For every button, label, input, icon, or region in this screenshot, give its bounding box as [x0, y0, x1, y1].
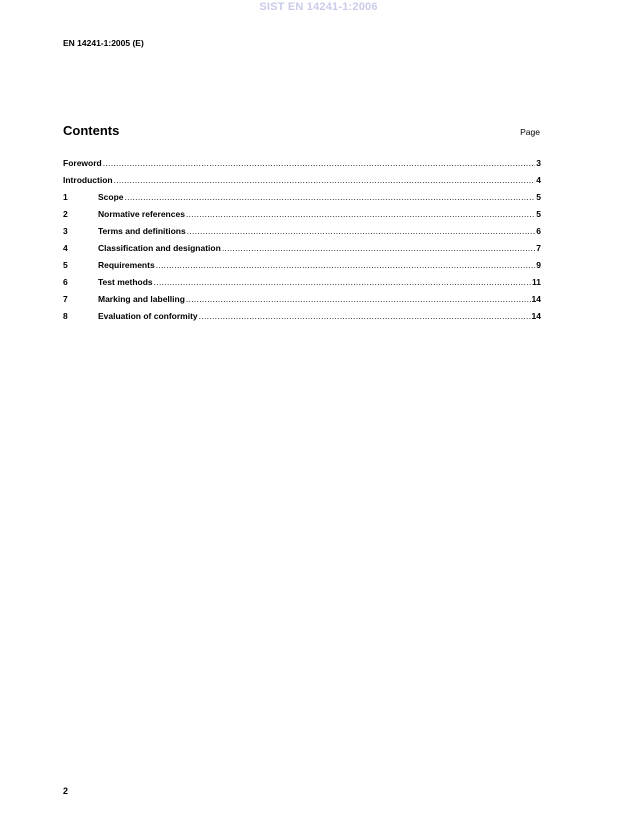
toc-leader-dots	[187, 226, 536, 237]
toc-entry-marking-and-labelling[interactable]	[63, 294, 541, 311]
toc-leader-dots	[186, 209, 535, 220]
toc-entry-requirements[interactable]	[63, 260, 541, 277]
toc-entry-title: Introduction	[63, 175, 113, 185]
toc-entry-page: 5	[536, 192, 541, 202]
document-header: EN 14241-1:2005 (E)	[63, 38, 144, 48]
toc-entry-number: 6	[63, 277, 68, 287]
toc-entry-page: 3	[536, 158, 541, 168]
toc-entry-page: 4	[536, 175, 541, 185]
toc-leader-dots	[222, 243, 535, 254]
toc-entry-title: Scope	[98, 192, 124, 202]
toc-entry-page: 14	[531, 294, 541, 304]
toc-entry-introduction[interactable]	[63, 175, 541, 192]
watermark: SIST EN 14241-1:2006	[259, 1, 378, 13]
toc-entry-number: 7	[63, 294, 68, 304]
toc-entry-foreword[interactable]	[63, 158, 541, 175]
toc-leader-dots	[154, 277, 531, 288]
toc-entry-number: 1	[63, 192, 68, 202]
toc-entry-page: 5	[536, 209, 541, 219]
toc-entry-page: 6	[536, 226, 541, 236]
toc-leader-dots	[125, 192, 536, 203]
toc-leader-dots	[199, 311, 531, 322]
toc-entry-number: 5	[63, 260, 68, 270]
toc-entry-page: 9	[536, 260, 541, 270]
toc-entry-number: 8	[63, 311, 68, 321]
toc-leader-dots	[186, 294, 531, 305]
toc-entry-number: 3	[63, 226, 68, 236]
toc-entry-terms-and-definitions[interactable]	[63, 226, 541, 243]
toc-entry-evaluation-of-conformity[interactable]	[63, 311, 541, 328]
toc-entry-test-methods[interactable]	[63, 277, 541, 294]
toc-entry-page: 14	[531, 311, 541, 321]
toc-entry-normative-references[interactable]	[63, 209, 541, 226]
toc-leader-dots	[103, 158, 536, 169]
toc-leader-dots	[114, 175, 536, 186]
toc-entry-title: Foreword	[63, 158, 102, 168]
toc-entry-title: Evaluation of conformity	[98, 311, 198, 321]
toc-entry-number: 2	[63, 209, 68, 219]
toc-entry-classification-and-designation[interactable]	[63, 243, 541, 260]
toc-entry-title: Terms and definitions	[98, 226, 186, 236]
toc-entry-title: Requirements	[98, 260, 155, 270]
toc-entry-title: Classification and designation	[98, 243, 221, 253]
table-of-contents	[63, 158, 541, 328]
toc-entry-title: Marking and labelling	[98, 294, 185, 304]
toc-leader-dots	[156, 260, 536, 271]
page-number: 2	[63, 786, 69, 796]
contents-title: Contents	[63, 123, 120, 138]
toc-entry-page: 7	[536, 243, 541, 253]
toc-entry-scope[interactable]	[63, 192, 541, 209]
toc-entry-page: 11	[532, 277, 541, 287]
toc-entry-number: 4	[63, 243, 68, 253]
toc-entry-title: Normative references	[98, 209, 185, 219]
page-column-label: Page	[520, 127, 540, 137]
toc-entry-title: Test methods	[98, 277, 153, 287]
